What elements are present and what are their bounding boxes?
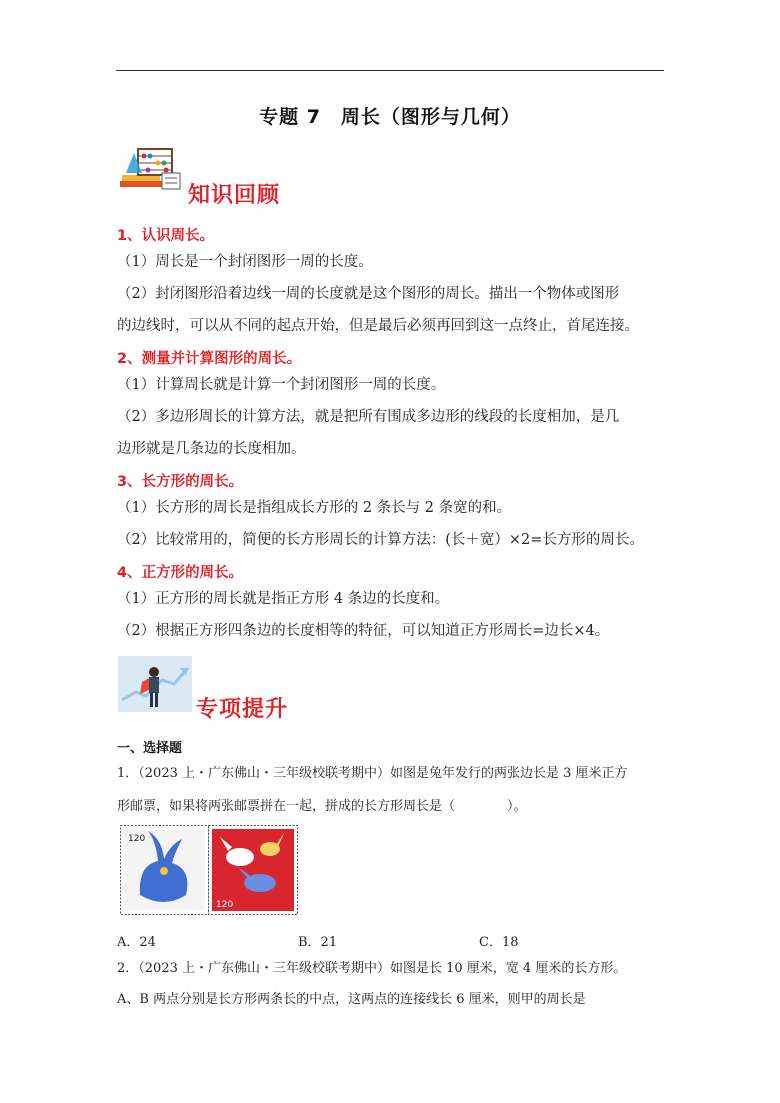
stamp-left-value: 120 [128, 834, 146, 844]
banner-knowledge-review: 知识回顾 [188, 182, 281, 208]
section-4-heading: 4、正方形的周长。 [117, 565, 244, 581]
section-2-line-1: （1）计算周长就是计算一个封闭图形一周的长度。 [117, 377, 446, 393]
page-title: 专题 7 周长（图形与几何） [259, 106, 521, 128]
section-3-line-2: （2）比较常用的，简便的长方形周长的计算方法：(长＋宽）×2=长方形的周长。 [117, 532, 644, 548]
top-rule [116, 70, 664, 71]
question-2-line-2: A、B 两点分别是长方形两条长的中点，这两点的连接线长 6 厘米，则甲的周长是 [117, 992, 586, 1007]
option-a[interactable]: A．24 [117, 935, 156, 950]
section-1-heading: 1、认识周长。 [117, 228, 215, 244]
section-4-line-1: （1）正方形的周长就是指正方形 4 条边的长度和。 [117, 591, 450, 607]
section-2-line-3: 边形就是几条边的长度相加。 [117, 441, 306, 457]
question-1-line-2: 形邮票，如果将两张邮票拼在一起，拼成的长方形周长是（ ）。 [117, 799, 527, 814]
rabbit-stamps-figure [120, 825, 298, 915]
banner-special-improvement: 专项提升 [196, 696, 289, 722]
question-2-line-1: 2．（2023 上・广东佛山・三年级校联考期中）如图是长 10 厘米，宽 4 厘米的长方形。 [117, 961, 627, 976]
section-2-line-2: （2）多边形周长的计算方法，就是把所有围成多边形的线段的长度相加，是几 [117, 409, 620, 425]
section-1-line-3: 的边线时，可以从不同的起点开始，但是最后必须再回到这一点终止，首尾连接。 [117, 318, 639, 334]
section-3-heading: 3、长方形的周长。 [117, 474, 244, 490]
question-1-line-1: 1．（2023 上・广东佛山・三年级校联考期中）如图是兔年发行的两张边长是 3 厘米正方 [117, 766, 628, 781]
option-b[interactable]: B．21 [298, 935, 338, 950]
exercise-section-heading: 一、选择题 [117, 741, 183, 756]
section-3-line-1: （1）长方形的周长是指组成长方形的 2 条长与 2 条宽的和。 [117, 500, 512, 516]
section-2-heading: 2、测量并计算图形的周长。 [117, 351, 302, 367]
section-1-line-1: （1）周长是一个封闭图形一周的长度。 [117, 254, 373, 270]
stamp-right-value: 120 [216, 900, 234, 910]
businessman-chart-icon [118, 656, 192, 712]
option-c[interactable]: C．18 [479, 935, 519, 950]
section-1-line-2: （2）封闭图形沿着边线一周的长度就是这个图形的周长。描出一个物体或图形 [117, 286, 620, 302]
stationery-abacus-icon [118, 143, 182, 193]
section-4-line-2: （2）根据正方形四条边的长度相等的特征，可以知道正方形周长=边长×4。 [117, 623, 610, 639]
